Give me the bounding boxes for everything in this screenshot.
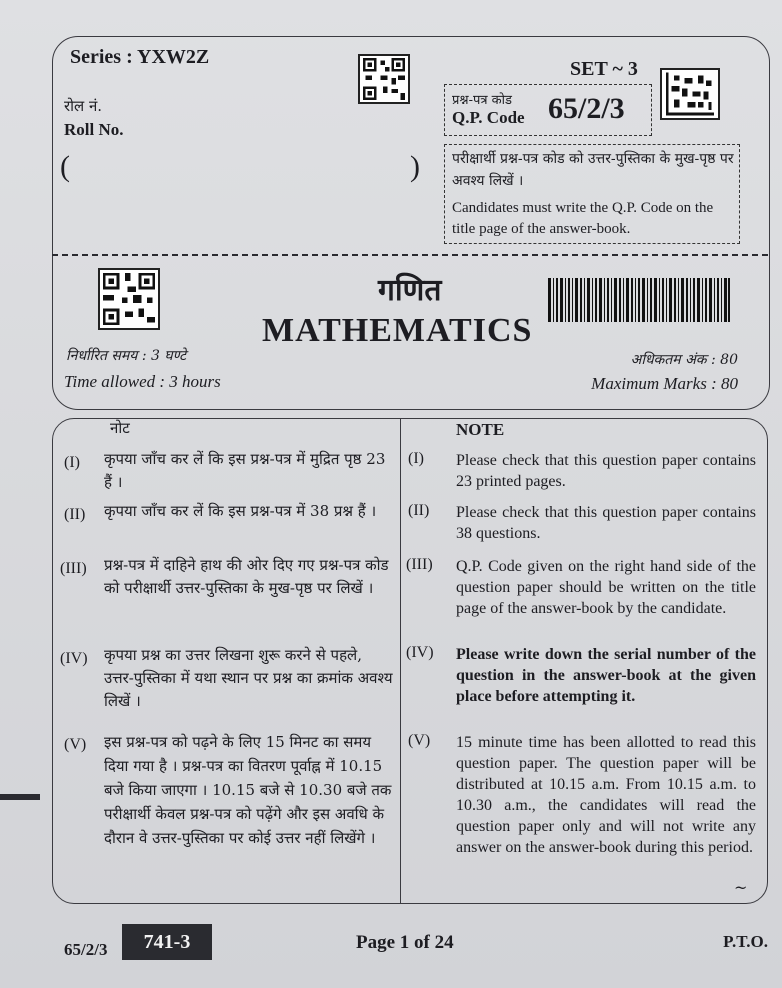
note-text-hindi: इस प्रश्न-पत्र को पढ़ने के लिए 15 मिनट का समय दिया गया है । प्रश्न-पत्र का वितरण पूर्वाह्न में 10.15 बजे किया जाएगा । 10.15 बजे से 10.30 बजे तक परीक्षार्थी केवल प्रश्न-पत्र को पढ़ेंगे और इस अवधि के दौरान वे उत्तर-पुस्तिका पर कोई उत्तर नहीं लिखेंगे । [104, 733, 392, 847]
roll-number-field-open: ( [60, 150, 70, 183]
note-text: Q.P. Code given on the right hand side of the question paper should be written on the title page of the answer-book by the candidate. [456, 558, 756, 617]
qp-code-label: Q.P. Code [452, 108, 525, 127]
roll-number-label-hindi: रोल नं. [64, 97, 103, 115]
note-text: 15 minute time has been allotted to read this question paper. The question paper will be distributed at 10.15 a.m. From 10.15 a.m. to 10.30 a.m., the candidates will read the question paper only and will not write any answer on the answer-book during this period. [456, 734, 756, 856]
qp-code-label-hindi: प्रश्न-पत्र कोड [452, 93, 512, 108]
note-number-hindi: (IV) [60, 650, 88, 667]
roll-number-field-close: ) [410, 150, 420, 183]
maximum-marks: Maximum Marks : 80 [591, 374, 738, 393]
note-number: (I) [408, 450, 424, 467]
time-allowed: Time allowed : 3 hours [64, 372, 221, 391]
footer-qp-code: 65/2/3 [64, 940, 108, 959]
qp-code-value: 65/2/3 [548, 92, 625, 125]
barcode-icon [548, 278, 730, 322]
note-number: (II) [408, 502, 430, 519]
note-text-hindi: कृपया जाँच कर लें कि इस प्रश्न-पत्र में मुद्रित पृष्ठ 23 हैं । [104, 450, 386, 491]
time-allowed-hindi: निर्धारित समय : 3 घण्टे [66, 348, 187, 364]
maximum-marks-hindi: अधिकतम अंक : 80 [630, 352, 738, 368]
set-number: SET ~ 3 [570, 58, 638, 80]
note-text-hindi: कृपया जाँच कर लें कि इस प्रश्न-पत्र में 38 प्रश्न हैं । [104, 502, 377, 520]
notes-title: NOTE [456, 420, 505, 439]
side-mark [0, 794, 40, 800]
notes-column-divider [400, 418, 401, 904]
qr-code-icon [98, 268, 160, 330]
series-label: Series : YXW2Z [70, 46, 210, 68]
note-text: Please check that this question paper contains 38 questions. [456, 504, 756, 542]
candidate-instruction: Candidates must write the Q.P. Code on the title page of the answer-book. [452, 200, 714, 237]
note-text: Please check that this question paper contains 23 printed pages. [456, 452, 756, 490]
datamatrix-code-icon [660, 68, 720, 120]
note-text-hindi: प्रश्न-पत्र में दाहिने हाथ की ओर दिए गए प्रश्न-पत्र कोड को परीक्षार्थी उत्तर-पुस्तिका के मुख-पृष्ठ पर लिखें । [104, 556, 389, 597]
note-text-hindi: कृपया प्रश्न का उत्तर लिखना शुरू करने से पहले, उत्तर-पुस्तिका में यथा स्थान पर प्रश्न का क्रमांक अवश्य लिखें । [104, 646, 393, 710]
subject-title: MATHEMATICS [262, 312, 533, 349]
note-number-hindi: (II) [64, 506, 86, 523]
note-text: Please write down the serial number of the question in the answer-book at the given place before attempting it. [456, 646, 756, 705]
candidate-instruction-hindi: परीक्षार्थी प्रश्न-पत्र कोड को उत्तर-पुस्तिका के मुख-पृष्ठ पर अवश्य लिखें । [452, 151, 734, 189]
note-number-hindi: (III) [60, 560, 87, 577]
margin-mark: ~ [734, 878, 748, 897]
note-number: (III) [406, 556, 433, 573]
page-number: Page 1 of 24 [356, 932, 454, 953]
header-divider [52, 254, 768, 256]
subject-title-hindi: गणित [378, 273, 442, 308]
note-number-hindi: (V) [64, 736, 87, 753]
qr-code-icon [358, 54, 410, 104]
note-number: (IV) [406, 644, 434, 661]
notes-title-hindi: नोट [110, 419, 130, 437]
note-number: (V) [408, 732, 431, 749]
footer-badge: 741-3 [122, 924, 212, 960]
roll-number-label: Roll No. [64, 120, 124, 139]
pto-label: P.T.O. [723, 932, 768, 951]
note-number-hindi: (I) [64, 454, 80, 471]
